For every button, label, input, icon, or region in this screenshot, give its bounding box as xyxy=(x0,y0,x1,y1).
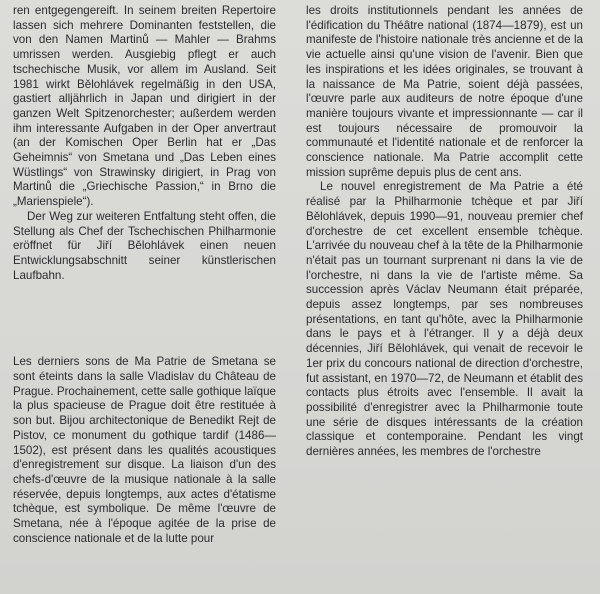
german-paragraph-1: ren entgegengereift. In seinem breiten Repertoire lassen sich mehrere Dominanten feststellen, die von den Namen Martinů — Mahler — Brahms umrissen werden. Ausgiebig pflegt er auch tschechische Musik, vor allem im Ausland. Seit 1981 wirkt Bělohlávek regelmäßig in den USA, gastiert alljährlich in Japan und dirigiert in der ganzen Welt Spitzenorchester; außerdem werden ihm interessante Aufgaben in der Oper anvertraut (an der Komischen Oper Berlin hat er „Das Geheimnis“ von Smetana und „Das Leben eines Wüstlings“ von Strawinsky dirigiert, in Prag von Martinů die „Griechische Passion,“ in Brno die „Marienspiele“). xyxy=(13,4,276,209)
french-paragraph-3: Le nouvel enregistrement de Ma Patrie a été réalisé par la Philharmonie tchèque et par Jiří Bělohlávek, depuis 1990—91, nouveau premier chef d'orchestre de cet excellent ensemble tchèque. L'arrivée du nouveau chef à la tête de la Philharmonie n'était pas un tournant surprenant ni dans la vie de l'orchestre, ni dans la vie de l'artiste même. Sa succession après Václav Neumann était préparée, depuis assez longtemps, par ses nombreuses présentations, en tant qu'hôte, avec la Philharmonie dans le pays et à l'étranger. Il y a déjà deux décennies, Jiří Bělohlávek, qui venait de recevoir le 1er prix du concours national de direction d'orchestre, fut assistant, en 1970—72, de Neumann et établit des contacts plus étroits avec l'ensemble. Il avait la possibilité d'enregistrer avec la Philharmonie toute une série de disques intéressants de la création classique et contemporaine. Pendant les vingt dernières années, les membres de l'orchestre xyxy=(306,180,583,459)
right-column xyxy=(306,4,583,460)
german-paragraph-2: Der Weg zur weiteren Entfaltung steht offen, die Stellung als Chef der Tschechischen Philharmonie eröffnet für Jiří Bělohlávek einen neuen Entwicklungsabschnitt seiner künstlerischen Laufbahn. xyxy=(13,209,276,282)
left-column xyxy=(13,4,276,547)
french-paragraph-2: les droits institutionnels pendant les années de l'édification du Théâtre national (1874—1879), est un manifeste de l'histoire nationale très ancienne et de la vie actuelle ainsi qu'une vision de l'avenir. Bien que les inspirations et les idées originales, se trouvant à la naissance de Ma Patrie, soient déjà passées, l'œuvre parle aux auditeurs de notre époque d'une manière toujours vivante et impressionnante — car il est toujours nécessaire de promouvoir la communauté et l'identité nationale et de renforcer la conscience nationale. Ma Patrie accomplit cette mission suprême depuis plus de cent ans. xyxy=(306,4,583,179)
section-gap xyxy=(13,283,276,355)
french-paragraph-1: Les derniers sons de Ma Patrie de Smetana se sont éteints dans la salle Vladislav du Château de Prague. Prochainement, cette salle gothique laïque la plus spacieuse de Prague doit être restituée à son but. Bijou architectonique de Benedikt Rejt de Pistov, ce monument du gothique tardif (1486—1502), est présent dans les qualités acoustiques d'enregistrement sur disque. La liaison d'un des chefs-d'œuvre de la musique nationale à la salle réservée, depuis longtemps, aux actes d'étatisme tchèque, est symbolique. De même l'œuvre de Smetana, née à l'époque agitée de la prise de conscience nationale et de la lutte pour xyxy=(13,355,276,545)
